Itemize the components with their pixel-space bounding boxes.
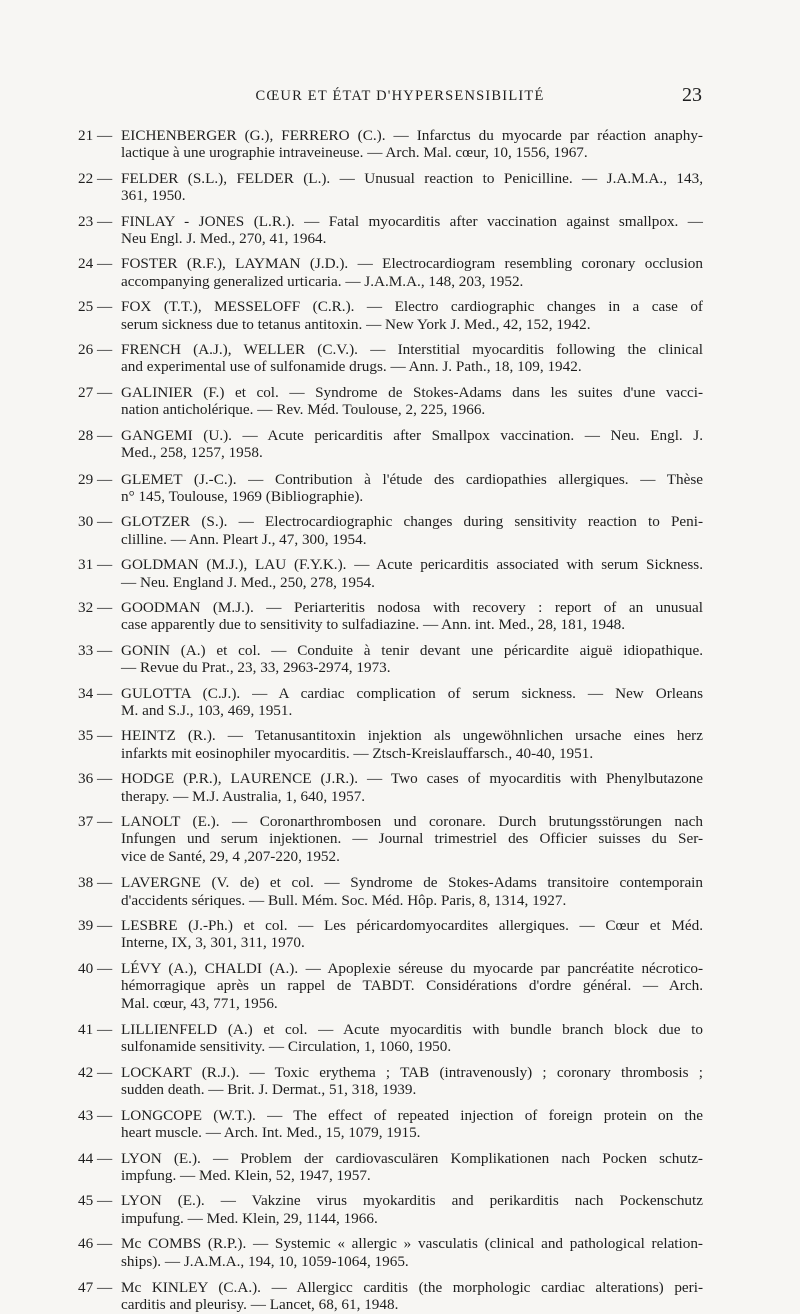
reference-number: 34 — <box>78 684 113 702</box>
reference-entry <box>0 1192 800 1227</box>
reference-entry <box>0 1021 800 1056</box>
reference-number: 42 — <box>78 1063 113 1081</box>
reference-entry <box>0 341 800 376</box>
reference-number: 21 — <box>78 127 113 144</box>
reference-entry <box>0 427 800 462</box>
reference-line: LONGCOPE (W.T.). — The effect of repeated injection of foreign protein on the <box>121 1106 703 1124</box>
reference-entry <box>0 513 800 548</box>
reference-line: M. and S.J., 103, 469, 1951. <box>121 701 293 719</box>
reference-line: LAVERGNE (V. de) et col. — Syndrome de Stokes-Adams transitoire contemporain <box>121 874 703 892</box>
reference-line: infarkts mit eosinophiler myocarditis. — Ztsch-Kreislauffarsch., 40-40, 1951. <box>121 744 594 762</box>
reference-entry <box>0 1107 800 1142</box>
running-header <box>0 84 800 112</box>
reference-number: 29 — <box>78 470 113 488</box>
reference-line: Interne, IX, 3, 301, 311, 1970. <box>121 934 305 952</box>
reference-line: Neu Engl. J. Med., 270, 41, 1964. <box>121 230 327 248</box>
reference-line: GANGEMI (U.). — Acute pericarditis after Smallpox vaccination. — Neu. Engl. J. <box>121 426 703 444</box>
reference-entry <box>0 813 800 865</box>
reference-number: 44 — <box>78 1149 113 1167</box>
reference-line: therapy. — M.J. Australia, 1, 640, 1957. <box>121 787 366 805</box>
reference-number: 26 — <box>78 341 113 359</box>
reference-line: LILLIENFELD (A.) et col. — Acute myocarditis with bundle branch block due to <box>121 1021 703 1039</box>
reference-number: 28 — <box>78 426 113 444</box>
reference-entry <box>0 599 800 634</box>
reference-entry <box>0 874 800 909</box>
reference-line: GLEMET (J.-C.). — Contribution à l'étude des cardiopathies allergiques. — Thèse <box>121 470 703 488</box>
reference-line: GLOTZER (S.). — Electrocardiographic changes during sensitivity reaction to Peni- <box>121 513 703 531</box>
reference-line: GOODMAN (M.J.). — Periarteritis nodosa with recovery : report of an unusual <box>121 598 703 616</box>
reference-line: lactique à une urographie intraveineuse. — Arch. Mal. cœur, 10, 1556, 1967. <box>121 144 588 162</box>
page-number: 23 <box>682 84 702 106</box>
reference-entry <box>0 960 800 1012</box>
reference-line: hémorragique après un rappel de TABDT. Considérations d'ordre général. — Arch. <box>121 977 703 995</box>
reference-line: impfung. — Med. Klein, 52, 1947, 1957. <box>121 1166 371 1184</box>
reference-entry <box>0 1064 800 1099</box>
running-title: CŒUR ET ÉTAT D'HYPERSENSIBILITÉ <box>255 88 545 104</box>
reference-number: 45 — <box>78 1192 113 1210</box>
reference-line: nation anticholérique. — Rev. Méd. Toulouse, 2, 225, 1966. <box>121 401 486 419</box>
reference-number: 22 — <box>78 169 113 187</box>
reference-line: and experimental use of sulfonamide drugs. — Ann. J. Path., 18, 109, 1942. <box>121 358 582 376</box>
reference-list <box>0 127 800 1314</box>
reference-line: d'accidents sériques. — Bull. Mém. Soc. Méd. Hôp. Paris, 8, 1314, 1927. <box>121 891 567 909</box>
reference-line: HEINTZ (R.). — Tetanusantitoxin injektion als ungewöhnlichen ursache eines herz <box>121 727 703 745</box>
reference-line: LYON (E.). — Vakzine virus myokarditis and perikarditis nach Pockenschutz <box>121 1192 703 1210</box>
reference-line: case apparently due to sensitivity to sulfadiazine. — Ann. int. Med., 28, 181, 1948. <box>121 616 626 634</box>
reference-line: Mc COMBS (R.P.). — Systemic « allergic » vasculatis (clinical and pathological relation- <box>121 1235 703 1253</box>
reference-line: carditis and pleurisy. — Lancet, 68, 61, 1948. <box>121 1296 399 1314</box>
reference-line: GALINIER (F.) et col. — Syndrome de Stokes-Adams dans les suites d'une vacci- <box>121 383 703 401</box>
reference-number: 47 — <box>78 1278 113 1296</box>
reference-line: n° 145, Toulouse, 1969 (Bibliographie). <box>121 487 364 505</box>
reference-line: Mal. cœur, 43, 771, 1956. <box>121 994 278 1012</box>
reference-entry <box>0 770 800 805</box>
reference-number: 24 — <box>78 255 113 273</box>
reference-line: sulfonamide sensitivity. — Circulation, 1, 1060, 1950. <box>121 1038 452 1056</box>
reference-line: — Neu. England J. Med., 250, 278, 1954. <box>121 573 375 591</box>
reference-line: impufung. — Med. Klein, 29, 1144, 1966. <box>121 1209 378 1227</box>
reference-line: Infungen und serum injektionen. — Journal trimestriel des Officier suisses du Ser- <box>121 830 703 848</box>
reference-line: GOLDMAN (M.J.), LAU (F.Y.K.). — Acute pericarditis associated with serum Sickness. <box>121 556 703 574</box>
reference-line: LANOLT (E.). — Coronarthrombosen und coronare. Durch brutungsstörungen nach <box>121 813 703 830</box>
reference-line: LYON (E.). — Problem der cardiovasculären Komplikationen nach Pocken schutz- <box>121 1149 703 1167</box>
reference-line: HODGE (P.R.), LAURENCE (J.R.). — Two cases of myocarditis with Phenylbutazone <box>121 770 703 788</box>
reference-entry <box>0 170 800 205</box>
reference-line: ships). — J.A.M.A., 194, 10, 1059-1064, 1965. <box>121 1252 409 1270</box>
reference-number: 40 — <box>78 959 113 977</box>
reference-line: — Revue du Prat., 23, 33, 2963-2974, 1973. <box>121 659 391 677</box>
reference-number: 39 — <box>78 917 113 935</box>
reference-number: 27 — <box>78 383 113 401</box>
reference-line: heart muscle. — Arch. Int. Med., 15, 1079, 1915. <box>121 1124 421 1142</box>
reference-entry <box>0 1150 800 1185</box>
reference-line: EICHENBERGER (G.), FERRERO (C.). — Infarctus du myocarde par réaction anaphy- <box>121 127 703 144</box>
reference-entry <box>0 727 800 762</box>
reference-line: LESBRE (J.-Ph.) et col. — Les péricardomyocardites allergiques. — Cœur et Méd. <box>121 917 703 935</box>
reference-line: FELDER (S.L.), FELDER (L.). — Unusual reaction to Penicilline. — J.A.M.A., 143, <box>121 169 703 187</box>
reference-entry <box>0 917 800 952</box>
reference-number: 32 — <box>78 598 113 616</box>
reference-entry <box>0 556 800 591</box>
reference-line: FRENCH (A.J.), WELLER (C.V.). — Interstitial myocarditis following the clinical <box>121 341 703 359</box>
reference-line: GULOTTA (C.J.). — A cardiac complication of serum sickness. — New Orleans <box>121 684 703 702</box>
reference-entry <box>0 685 800 720</box>
reference-entry <box>0 471 800 506</box>
reference-entry <box>0 127 800 162</box>
reference-entry <box>0 255 800 290</box>
reference-line: FOSTER (R.F.), LAYMAN (J.D.). — Electrocardiogram resembling coronary occlusion <box>121 255 703 273</box>
reference-entry <box>0 213 800 248</box>
reference-number: 30 — <box>78 513 113 531</box>
reference-number: 31 — <box>78 556 113 574</box>
reference-line: serum sickness due to tetanus antitoxin. — New York J. Med., 42, 152, 1942. <box>121 315 591 333</box>
reference-number: 35 — <box>78 727 113 745</box>
reference-line: sudden death. — Brit. J. Dermat., 51, 318, 1939. <box>121 1081 417 1099</box>
reference-line: accompanying generalized urticaria. — J.A.M.A., 148, 203, 1952. <box>121 272 524 290</box>
reference-number: 41 — <box>78 1021 113 1039</box>
reference-line: clilline. — Ann. Pleart J., 47, 300, 1954. <box>121 530 367 548</box>
reference-number: 46 — <box>78 1235 113 1253</box>
reference-entry <box>0 384 800 419</box>
reference-line: Med., 258, 1257, 1958. <box>121 444 263 462</box>
reference-number: 38 — <box>78 874 113 892</box>
reference-number: 37 — <box>78 813 113 830</box>
reference-number: 43 — <box>78 1106 113 1124</box>
reference-number: 25 — <box>78 298 113 316</box>
reference-number: 33 — <box>78 641 113 659</box>
reference-line: LÉVY (A.), CHALDI (A.). — Apoplexie séreuse du myocarde par pancréatite nécrotico- <box>121 959 703 977</box>
reference-line: 361, 1950. <box>121 187 186 205</box>
reference-line: vice de Santé, 29, 4 ,207-220, 1952. <box>121 847 340 865</box>
reference-number: 36 — <box>78 770 113 788</box>
reference-line: FOX (T.T.), MESSELOFF (C.R.). — Electro cardiographic changes in a case of <box>121 298 703 316</box>
reference-entry <box>0 642 800 677</box>
reference-line: GONIN (A.) et col. — Conduite à tenir devant une péricardite aiguë idiopathique. <box>121 641 703 659</box>
reference-line: LOCKART (R.J.). — Toxic erythema ; TAB (intravenously) ; coronary thrombosis ; <box>121 1063 703 1081</box>
reference-entry <box>0 298 800 333</box>
reference-number: 23 — <box>78 212 113 230</box>
reference-entry <box>0 1279 800 1314</box>
reference-line: FINLAY - JONES (L.R.). — Fatal myocarditis after vaccination against smallpox. — <box>121 212 703 230</box>
reference-line: Mc KINLEY (C.A.). — Allergicc carditis (the morphologic cardiac alterations) peri- <box>121 1278 703 1296</box>
reference-entry <box>0 1235 800 1270</box>
